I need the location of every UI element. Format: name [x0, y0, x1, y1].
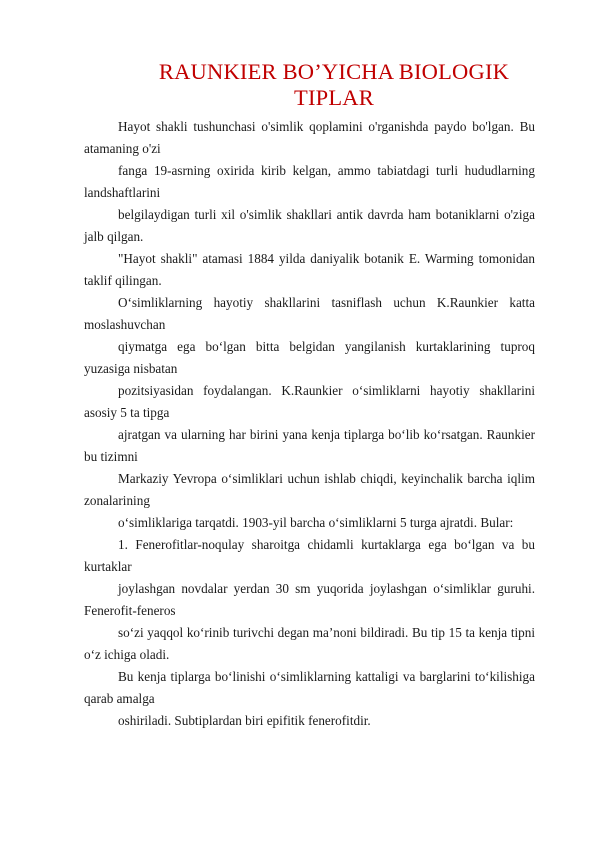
document-title-line-2: TIPLAR — [294, 85, 374, 110]
paragraph — [84, 292, 535, 336]
paragraph — [84, 512, 535, 534]
paragraph-first-line: qiymatga ega bo‘lgan bitta belgidan yangilanish kurtaklarining tuproq — [118, 339, 535, 354]
document-title-line-1: RAUNKIER BO’YICHA BIOLOGIK — [158, 59, 510, 84]
paragraph — [84, 204, 535, 248]
paragraph-first-line: oshiriladi. Subtiplardan biri epifitik fenerofitdir. — [118, 713, 371, 728]
paragraph-first-line: belgilaydigan turli xil o'simlik shakllari antik davrda ham botaniklarni o'ziga — [118, 207, 535, 222]
paragraph-first-line: O‘simliklarning hayotiy shakllarini tasniflash uchun K.Raunkier katta — [118, 295, 535, 310]
paragraph-continuation: kurtaklar — [84, 559, 132, 574]
paragraph — [84, 468, 535, 512]
paragraph-first-line: joylashgan novdalar yerdan 30 sm yuqorida joylashgan o‘simliklar guruhi. — [118, 581, 535, 596]
paragraph-continuation: taklif qilingan. — [84, 273, 162, 288]
paragraph — [84, 160, 535, 204]
paragraph-first-line: 1. Fenerofitlar-noqulay sharoitga chidamli kurtaklarga ega bo‘lgan va bu — [118, 537, 535, 552]
paragraph-first-line: Hayot shakli tushunchasi o'simlik qoplamini o'rganishda paydo bo'lgan. Bu — [118, 119, 535, 134]
paragraph-first-line: Markaziy Yevropa o‘simliklari uchun ishlab chiqdi, keyinchalik barcha iqlim — [118, 471, 535, 486]
paragraph-continuation: qarab amalga — [84, 691, 155, 706]
paragraph-continuation: jalb qilgan. — [84, 229, 144, 244]
paragraph — [84, 116, 535, 160]
paragraph-first-line: ajratgan va ularning har birini yana kenja tiplarga bo‘lib ko‘rsatgan. Raunkier — [118, 427, 535, 442]
paragraph — [84, 534, 535, 578]
paragraph-continuation: landshaftlarini — [84, 185, 161, 200]
paragraph-first-line: o‘simliklariga tarqatdi. 1903-yil barcha o‘simliklarni 5 turga ajratdi. Bular: — [118, 515, 514, 530]
paragraph — [84, 578, 535, 622]
paragraph-continuation: atamaning o'zi — [84, 141, 161, 156]
paragraph — [84, 710, 535, 732]
paragraph-first-line: "Hayot shakli" atamasi 1884 yilda daniyalik botanik E. Warming tomonidan — [118, 251, 535, 266]
paragraph-continuation: yuzasiga nisbatan — [84, 361, 178, 376]
paragraph-continuation: moslashuvchan — [84, 317, 166, 332]
paragraph-continuation: asosiy 5 ta tipga — [84, 405, 170, 420]
paragraph-continuation: Fenerofit-feneros — [84, 603, 176, 618]
paragraph-continuation: bu tizimni — [84, 449, 138, 464]
paragraph — [84, 622, 535, 666]
paragraph-continuation: o‘z ichiga oladi. — [84, 647, 170, 662]
paragraph — [84, 380, 535, 424]
paragraph-first-line: fanga 19-asrning oxirida kirib kelgan, ammo tabiatdagi turli hududlarning — [118, 163, 535, 178]
paragraph — [84, 336, 535, 380]
paragraph-first-line: pozitsiyasidan foydalangan. K.Raunkier o‘simliklarni hayotiy shakllarini — [118, 383, 535, 398]
paragraph-first-line: Bu kenja tiplarga bo‘linishi o‘simliklarning kattaligi va barglarini to‘kilishiga — [118, 669, 535, 684]
paragraph-continuation: zonalarining — [84, 493, 150, 508]
paragraph — [84, 666, 535, 710]
paragraph — [84, 248, 535, 292]
paragraph — [84, 424, 535, 468]
paragraph-first-line: so‘zi yaqqol ko‘rinib turivchi degan ma’noni bildiradi. Bu tip 15 ta kenja tipni — [118, 625, 535, 640]
